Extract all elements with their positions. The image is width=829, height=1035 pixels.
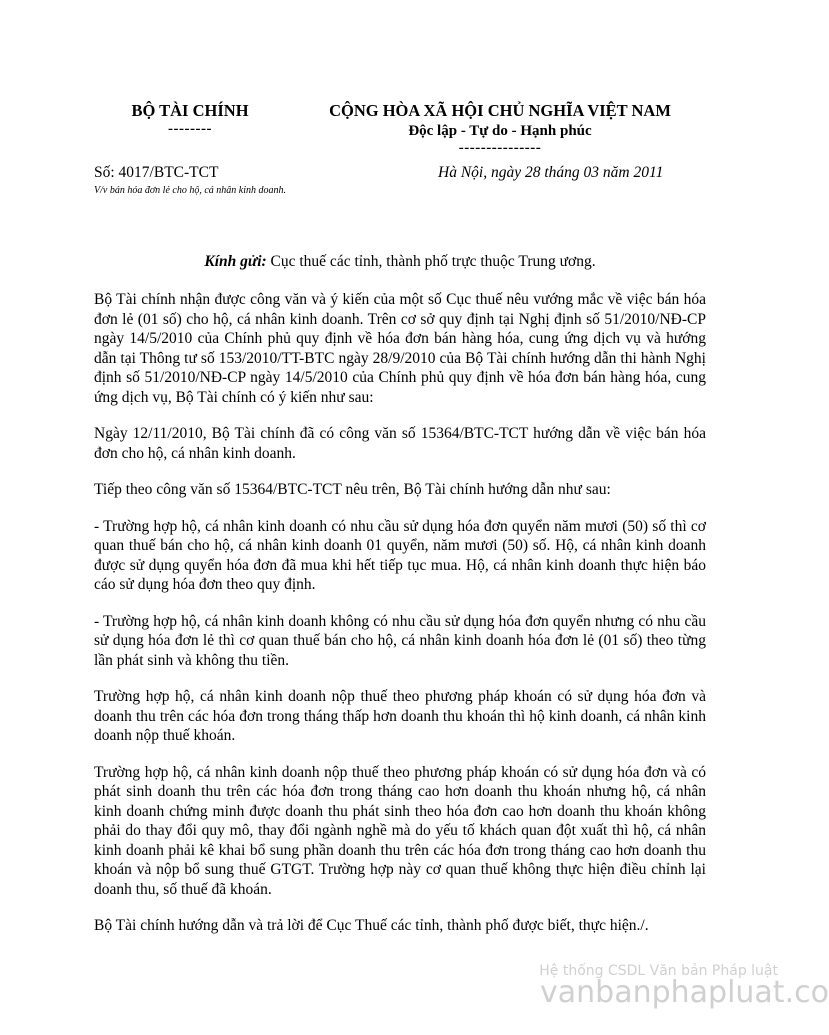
- body-paragraph: Trường hợp hộ, cá nhân kinh doanh nộp thuế theo phương pháp khoán có sử dụng hóa đơn và doanh thu trên các hóa đơn trong tháng thấp hơn doanh thu khoán thì hộ kinh doanh, cá nhân kinh doanh nộp thuế khoán.: [94, 688, 706, 744]
- body-paragraph: Tiếp theo công văn số 15364/BTC-TCT nêu trên, Bộ Tài chính hướng dẫn như sau:: [94, 481, 611, 498]
- ministry-name: BỘ TÀI CHÍNH: [131, 101, 249, 120]
- motto-divider: ---------------: [458, 140, 542, 156]
- document-body: [94, 290, 706, 953]
- country-name: CỘNG HÒA XÃ HỘI CHỦ NGHĨA VIỆT NAM: [329, 101, 671, 120]
- national-heading: [300, 100, 700, 155]
- document-date: Hà Nội, ngày 28 tháng 03 năm 2011: [438, 164, 664, 181]
- body-paragraph: Bộ Tài chính hướng dẫn và trả lời để Cục Thuế các tỉnh, thành phố được biết, thực hiện./.: [94, 917, 649, 934]
- ministry-divider: --------: [168, 121, 212, 137]
- body-paragraph: Ngày 12/11/2010, Bộ Tài chính đã có công văn số 15364/BTC-TCT hướng dẫn về việc bán hóa đơn cho hộ, cá nhân kinh doanh.: [94, 425, 706, 462]
- document-subject: V/v bán hóa đơn lẻ cho hộ, cá nhân kinh doanh.: [94, 185, 286, 196]
- body-paragraph: - Trường hợp hộ, cá nhân kinh doanh không có nhu cầu sử dụng hóa đơn quyển nhưng có nhu cầu sử dụng hóa đơn lẻ thì cơ quan thuế bán cho hộ, cá nhân kinh doanh hóa đơn lẻ (01 số) theo từng lần phát sinh và không thu tiền.: [94, 612, 706, 669]
- body-paragraph: Bộ Tài chính nhận được công văn và ý kiến của một số Cục thuế nêu vướng mắc về việc bán hóa đơn lẻ (01 số) cho hộ, cá nhân kinh doanh. Trên cơ sở quy định tại Nghị định số 51/2010/NĐ-CP ngày 14/5/2010 của Chính phủ quy định về hóa đơn bán hàng hóa, cung ứng dịch vụ và hướng dẫn tại Thông tư số 153/2010/TT-BTC ngày 28/9/2010 của Bộ Tài chính hướng dẫn thi hành Nghị định số 51/2010/NĐ-CP ngày 14/5/2010 của Chính phủ quy định về hóa đơn bán hàng hóa, cung ứng dịch vụ, Bộ Tài chính có ý kiến như sau:: [94, 291, 706, 406]
- watermark-site: vanbanphapluat.co: [540, 975, 829, 1010]
- document-number: Số: 4017/BTC-TCT: [94, 164, 219, 181]
- recipient-line: [94, 252, 706, 272]
- national-motto: Độc lập - Tự do - Hạnh phúc: [408, 123, 592, 139]
- recipient-text: Cục thuế các tỉnh, thành phố trực thuộc Trung ương.: [266, 253, 596, 270]
- watermark-caption: Hệ thống CSDL Văn bản Pháp luật: [539, 963, 778, 979]
- issuer-block: [110, 100, 270, 136]
- recipient-label: Kính gửi:: [204, 253, 267, 270]
- body-paragraph: - Trường hợp hộ, cá nhân kinh doanh có nhu cầu sử dụng hóa đơn quyển năm mươi (50) số thì cơ quan thuế bán cho hộ, cá nhân kinh doanh 01 quyển, năm mươi (50) số. Hộ, cá nhân kinh doanh được sử dụng quyển hóa đơn đã mua khi hết tiếp tục mua. Hộ, cá nhân kinh doanh thực hiện báo cáo sử dụng hóa đơn theo quy định.: [94, 517, 706, 593]
- body-paragraph: Trường hợp hộ, cá nhân kinh doanh nộp thuế theo phương pháp khoán có sử dụng hóa đơn và có phát sinh doanh thu trên các hóa đơn trong tháng cao hơn doanh thu khoán nhưng hộ, cá nhân kinh doanh chứng minh được doanh thu phát sinh theo hóa đơn cao hơn doanh thu khoán không phải do thay đổi quy mô, thay đổi ngành nghề mà do yếu tố khách quan đột xuất thì hộ, cá nhân kinh doanh phải kê khai bổ sung phần doanh thu trên các hóa đơn trong tháng cao hơn doanh thu khoán và nộp bổ sung thuế GTGT. Trường hợp này cơ quan thuế không thực hiện điều chỉnh lại doanh thu, số thuế đã khoán.: [94, 763, 706, 898]
